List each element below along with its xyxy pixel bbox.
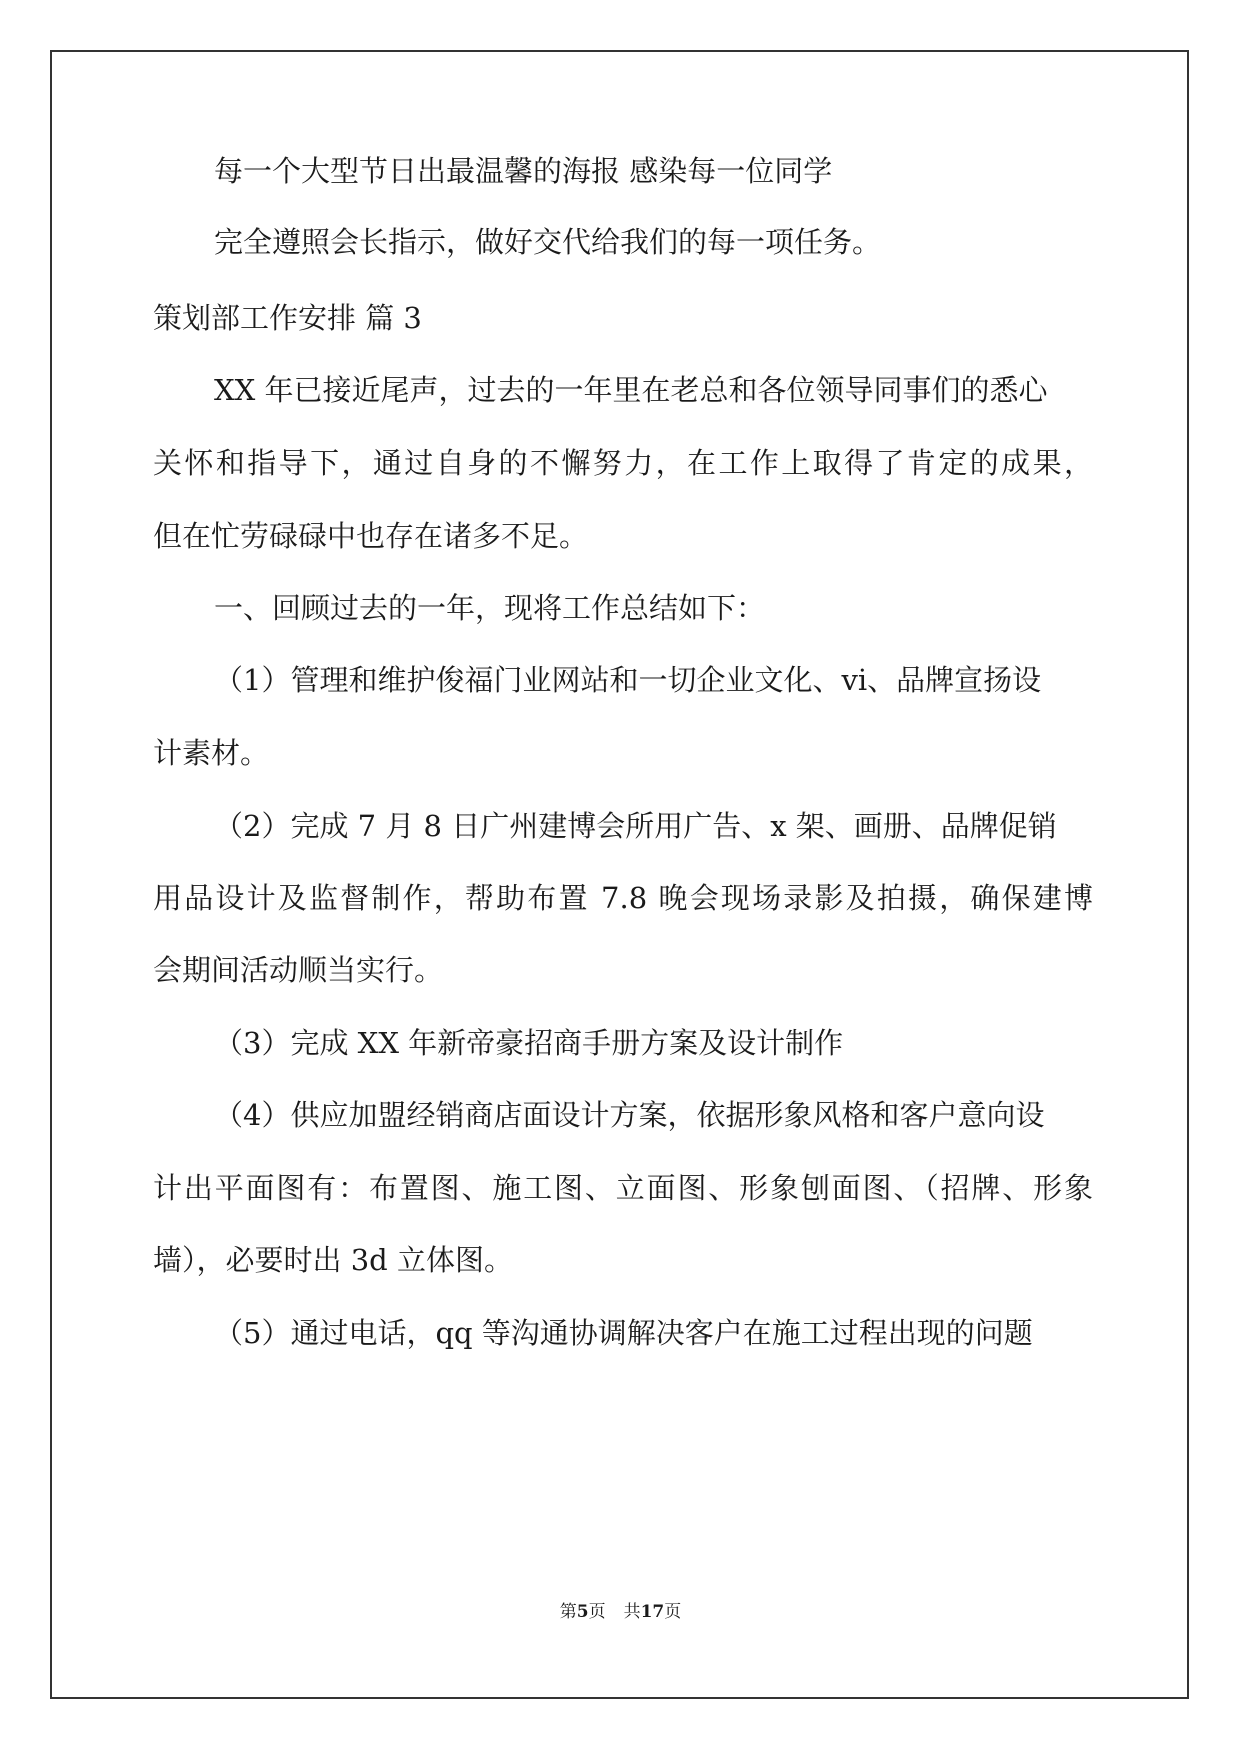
text-line-5: 关怀和指导下，通过自身的不懈努力，在工作上取得了肯定的成果，	[153, 446, 1093, 480]
text-line-13: （3）完成 XX 年新帝豪招商手册方案及设计制作	[214, 1026, 844, 1060]
section-heading: 策划部工作安排 篇 3	[153, 301, 422, 335]
text-line-6: 但在忙劳碌碌中也存在诸多不足。	[153, 519, 589, 553]
text-line-4: XX 年已接近尾声，过去的一年里在老总和各位领导同事们的悉心	[214, 373, 1048, 407]
text-line-9: 计素材。	[153, 736, 270, 770]
page-suffix: 页	[588, 1602, 606, 1622]
text-line-11: 用品设计及监督制作，帮助布置 7.8 晚会现场录影及拍摄，确保建博	[153, 881, 1093, 915]
text-line-15: 计出平面图有：布置图、施工图、立面图、形象刨面图、（招牌、形象	[153, 1171, 1093, 1205]
text-line-7: 一、回顾过去的一年，现将工作总结如下：	[214, 591, 766, 625]
page-border	[50, 50, 1189, 1699]
text-line-17: （5）通过电话，qq 等沟通协调解决客户在施工过程出现的问题	[214, 1316, 1033, 1350]
text-line-10: （2）完成 7 月 8 日广州建博会所用广告、x 架、画册、品牌促销	[214, 809, 1057, 843]
total-pages: 17	[640, 1602, 665, 1622]
total-prefix: 共	[623, 1602, 641, 1622]
text-line-14: （4）供应加盟经销商店面设计方案，依据形象风格和客户意向设	[214, 1098, 1045, 1132]
page-prefix: 第	[559, 1602, 577, 1622]
text-line-1: 每一个大型节日出最温馨的海报 感染每一位同学	[214, 154, 833, 188]
text-line-2: 完全遵照会长指示，做好交代给我们的每一项任务。	[214, 225, 882, 259]
text-line-12: 会期间活动顺当实行。	[153, 953, 444, 987]
total-suffix: 页	[664, 1602, 682, 1622]
text-line-8: （1）管理和维护俊福门业网站和一切企业文化、vi、品牌宣扬设	[214, 663, 1042, 697]
text-line-16: 墙），必要时出 3d 立体图。	[153, 1243, 513, 1277]
page-footer	[0, 1600, 1241, 1624]
page-number: 5	[576, 1602, 589, 1622]
